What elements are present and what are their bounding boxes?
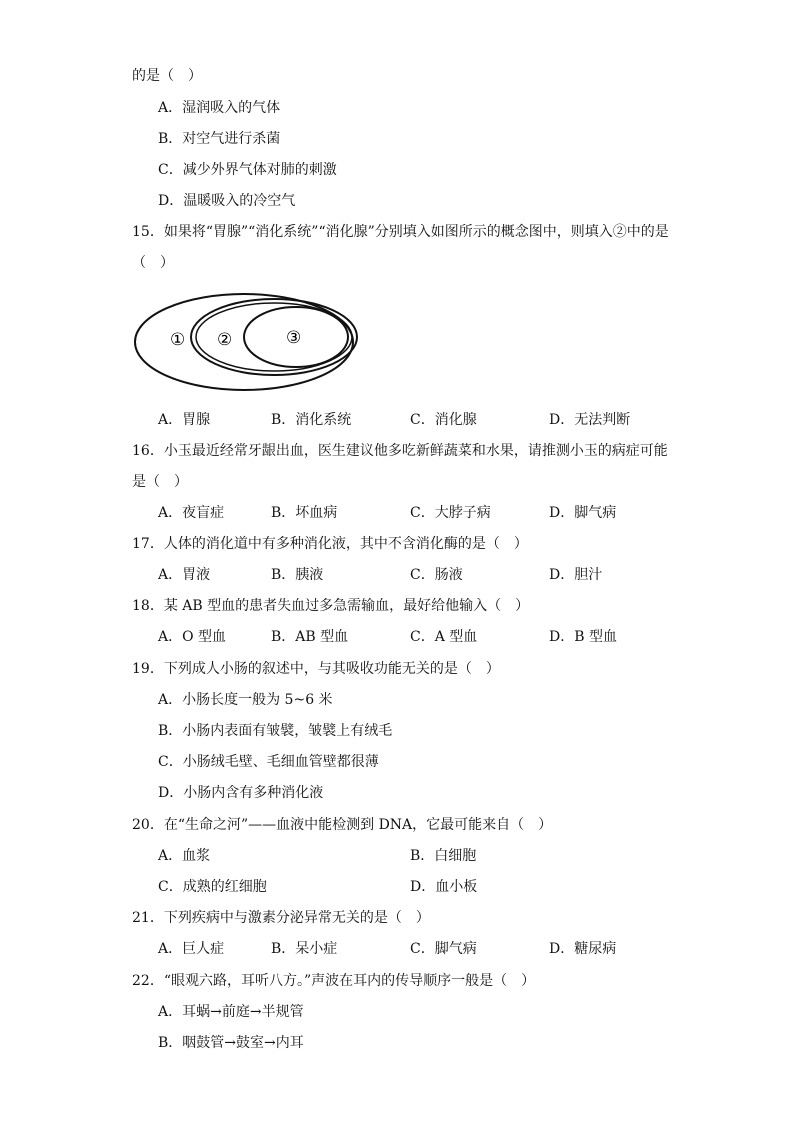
diagram-label-1: ① — [170, 330, 186, 350]
q17-option-b: B．胰液 — [271, 567, 324, 583]
q16-option-a: A．夜盲症 — [158, 505, 225, 521]
q18-stem: 18．某 AB 型血的患者失血过多急需输血，最好给他输入（ ） — [132, 598, 530, 614]
diagram-label-3: ③ — [286, 328, 302, 348]
q17-stem: 17．人体的消化道中有多种消化液，其中不含消化酶的是（ ） — [132, 536, 528, 552]
q14-option-c: C．减少外界气体对肺的刺激 — [158, 162, 337, 178]
q17-option-a: A．胃液 — [158, 567, 211, 583]
q19-option-c: C．小肠绒毛壁、毛细血管壁都很薄 — [158, 754, 379, 770]
q21-option-a: A．巨人症 — [158, 941, 225, 957]
diagram-label-2: ② — [217, 330, 233, 350]
q16-option-c: C．大脖子病 — [410, 505, 491, 521]
concept-diagram — [132, 290, 362, 400]
q20-stem: 20．在“生命之河”——血液中能检测到 DNA，它最可能来自（ ） — [132, 817, 553, 833]
q14-option-b: B．对空气进行杀菌 — [158, 131, 281, 147]
q22-option-b: B．咽鼓管→鼓室→内耳 — [158, 1035, 304, 1051]
q16-option-b: B．坏血病 — [271, 505, 338, 521]
q21-option-d: D．糖尿病 — [549, 941, 617, 957]
q15-stem-line1: 15．如果将“胃腺”“消化系统”“消化腺”分别填入如图所示的概念图中，则填入②中的是 — [132, 224, 669, 240]
q17-option-d: D．胆汁 — [549, 567, 603, 583]
q21-stem: 21．下列疾病中与激素分泌异常无关的是（ ） — [132, 910, 430, 926]
q15-option-c: C．消化腺 — [410, 412, 477, 428]
q20-option-a: A．血浆 — [158, 848, 211, 864]
q15-option-a: A．胃腺 — [158, 412, 211, 428]
q15-stem-line2: （ ） — [132, 255, 174, 271]
q17-option-c: C．肠液 — [410, 567, 463, 583]
q14-stem-tail: 的是（ ） — [132, 68, 202, 84]
q16-option-d: D．脚气病 — [549, 505, 617, 521]
q19-option-d: D．小肠内含有多种消化液 — [158, 785, 324, 801]
q22-option-a: A．耳蜗→前庭→半规管 — [158, 1004, 304, 1020]
q18-option-a: A．O 型血 — [158, 629, 227, 645]
q21-option-c: C．脚气病 — [410, 941, 477, 957]
q18-option-c: C．A 型血 — [410, 629, 478, 645]
q16-stem-line2: 是（ ） — [132, 474, 188, 490]
q21-option-b: B．呆小症 — [271, 941, 338, 957]
q15-option-b: B．消化系统 — [271, 412, 352, 428]
q20-option-d: D．血小板 — [410, 879, 478, 895]
q20-option-c: C．成熟的红细胞 — [158, 879, 267, 895]
q20-option-b: B．白细胞 — [410, 848, 477, 864]
q18-option-b: B．AB 型血 — [271, 629, 349, 645]
q15-option-d: D．无法判断 — [549, 412, 631, 428]
q16-stem-line1: 16．小玉最近经常牙龈出血，医生建议他多吃新鲜蔬菜和水果，请推测小玉的病症可能 — [132, 443, 668, 459]
q19-stem: 19．下列成人小肠的叙述中，与其吸收功能无关的是（ ） — [132, 661, 500, 677]
q19-option-b: B．小肠内表面有皱襞，皱襞上有绒毛 — [158, 723, 393, 739]
q14-option-d: D．温暖吸入的冷空气 — [158, 193, 296, 209]
q18-option-d: D．B 型血 — [549, 629, 617, 645]
q19-option-a: A．小肠长度一般为 5~6 米 — [158, 692, 333, 708]
q14-option-a: A．湿润吸入的气体 — [158, 100, 281, 116]
q22-stem: 22．“眼观六路，耳听八方。”声波在耳内的传导顺序一般是（ ） — [132, 973, 536, 989]
